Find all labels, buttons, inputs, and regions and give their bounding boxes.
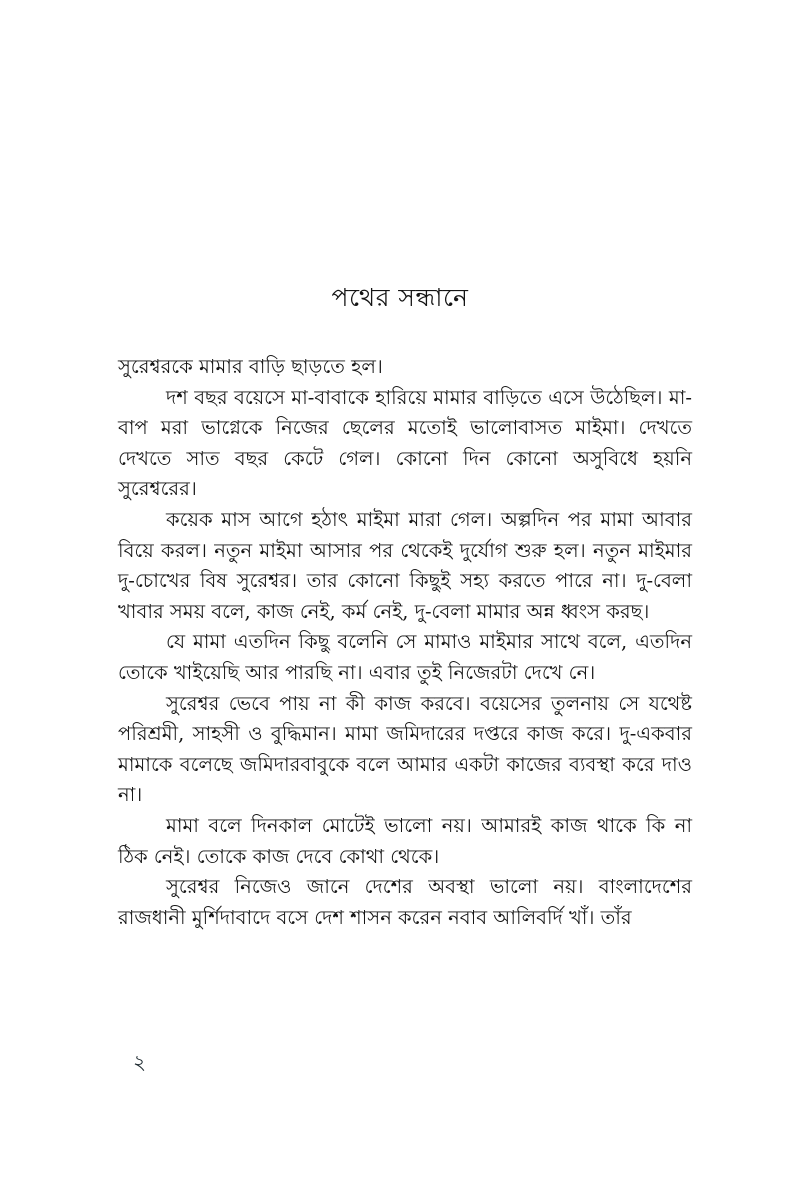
paragraph: মামা বলে দিনকাল মোটেই ভালো নয়। আমারই কাজ থাকে কি না ঠিক নেই। তোকে কাজ দেবে কোথা থেকে। xyxy=(118,813,692,868)
paragraph: সুরেশ্বর ভেবে পায় না কী কাজ করবে। বয়েসের তুলনায় সে যথেষ্ট পরিশ্রমী, সাহসী ও বুদ্ধিমান। মামা জমিদারের দপ্তরে কাজ করে। দু-একবার মামাকে বলেছে জমিদারবাবুকে বলে আমার একটা কাজের ব্যবস্থা করে দাও না। xyxy=(118,691,692,807)
page-number: ২ xyxy=(133,1050,147,1074)
chapter-title: পথের সন্ধানে xyxy=(331,283,469,312)
paragraph: কয়েক মাস আগে হঠাৎ মাইমা মারা গেল। অল্পদিন পর মামা আবার বিয়ে করল। নতুন মাইমা আসার পর থেকেই দুর্যোগ শুরু হল। নতুন মাইমার দু-চোখের বিষ সুরেশ্বর। তার কোনো কিছুই সহ্য করতে পারে না। দু-বেলা খাবার সময় বলে, কাজ নেই, কর্ম নেই, দু-বেলা মামার অন্ন ধ্বংস করছ। xyxy=(118,507,692,623)
paragraph: সুরেশ্বরকে মামার বাড়ি ছাড়তে হল। xyxy=(118,355,383,378)
paragraph: সুরেশ্বর নিজেও জানে দেশের অবস্থা ভালো নয়। বাংলাদেশের রাজধানী মুর্শিদাবাদে বসে দেশ শাসন করেন নবাব আলিবর্দি খাঁ। তাঁর xyxy=(118,875,692,929)
paragraph: দশ বছর বয়েসে মা-বাবাকে হারিয়ে মামার বাড়িতে এসে উঠেছিল। মা-বাপ মরা ভাগ্নেকে নিজের ছেলের মতোই ভালোবাসত মাইমা। দেখতে দেখতে সাত বছর কেটে গেল। কোনো দিন কোনো অসুবিধে হয়নি সুরেশ্বরের। xyxy=(118,385,692,501)
body-text xyxy=(118,352,692,933)
paragraph: যে মামা এতদিন কিছু বলেনি সে মামাও মাইমার সাথে বলে, এতদিন তোকে খাইয়েছি আর পারছি না। এবার তুই নিজেরটা দেখে নে। xyxy=(118,630,692,684)
